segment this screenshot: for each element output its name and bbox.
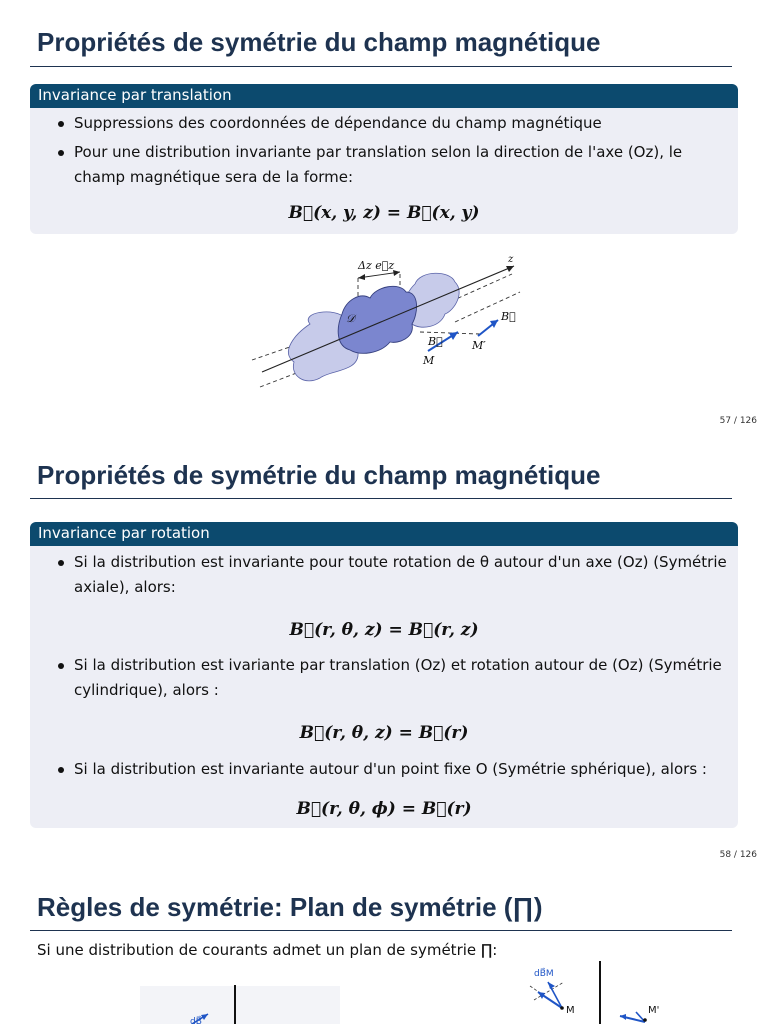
page-number: 57 / 126 [719,416,757,426]
point-m-label: M [423,354,435,367]
slide-title: Propriétés de symétrie du champ magnétique [37,27,601,57]
equation: B⃗(r, θ, z) = B⃗(r, z) [289,620,479,640]
point-m-prime-label: M' [648,1005,660,1016]
b-vector-label: B⃗ [501,310,516,323]
block-header: Invariance par translation [30,84,738,108]
symmetry-plane-figure-right [520,956,695,1024]
db-vector-label: dB⃗ [190,1017,202,1024]
bullet-item: Si la distribution est invariante pour toute rotation de θ autour d'un axe (Oz) (Symétrie axiale), alors: [74,550,729,600]
equation: B⃗(r, θ, z) = B⃗(r) [299,723,469,743]
slide-title: Propriétés de symétrie du champ magnétique [37,460,601,490]
point-m-prime-label: M′ [472,339,486,352]
title-rule [30,930,732,931]
bullet-item: Suppressions des coordonnées de dépendance du champ magnétique [74,111,729,136]
slide-title: Règles de symétrie: Plan de symétrie (∏) [37,892,543,922]
db-m-vector-label: dB⃗M [534,969,554,979]
b-vector-label: B⃗ [428,335,443,348]
point-m-label: M [566,1005,575,1016]
page-number: 58 / 126 [719,850,757,860]
domain-label: 𝒟 [346,312,355,325]
equation: B⃗(x, y, z) = B⃗(x, y) [288,203,480,223]
bullet-item: Si la distribution est ivariante par translation (Oz) et rotation autour de (Oz) (Symétrie cylindrique), alors : [74,653,729,703]
z-axis-label: z [508,254,514,265]
intro-text: Si une distribution de courants admet un plan de symétrie ∏: [37,941,498,959]
delta-z-label: Δz e⃗z [358,259,395,272]
equation: B⃗(r, θ, ϕ) = B⃗(r) [296,799,472,819]
block-header: Invariance par rotation [30,522,738,546]
bullet-item: Si la distribution est invariante autour d'un point fixe O (Symétrie sphérique), alors : [74,757,729,782]
symmetry-plane-figure-left [130,980,350,1024]
bullet-item: Pour une distribution invariante par translation selon la direction de l'axe (Oz), le champ magnétique sera de la forme: [74,140,729,190]
